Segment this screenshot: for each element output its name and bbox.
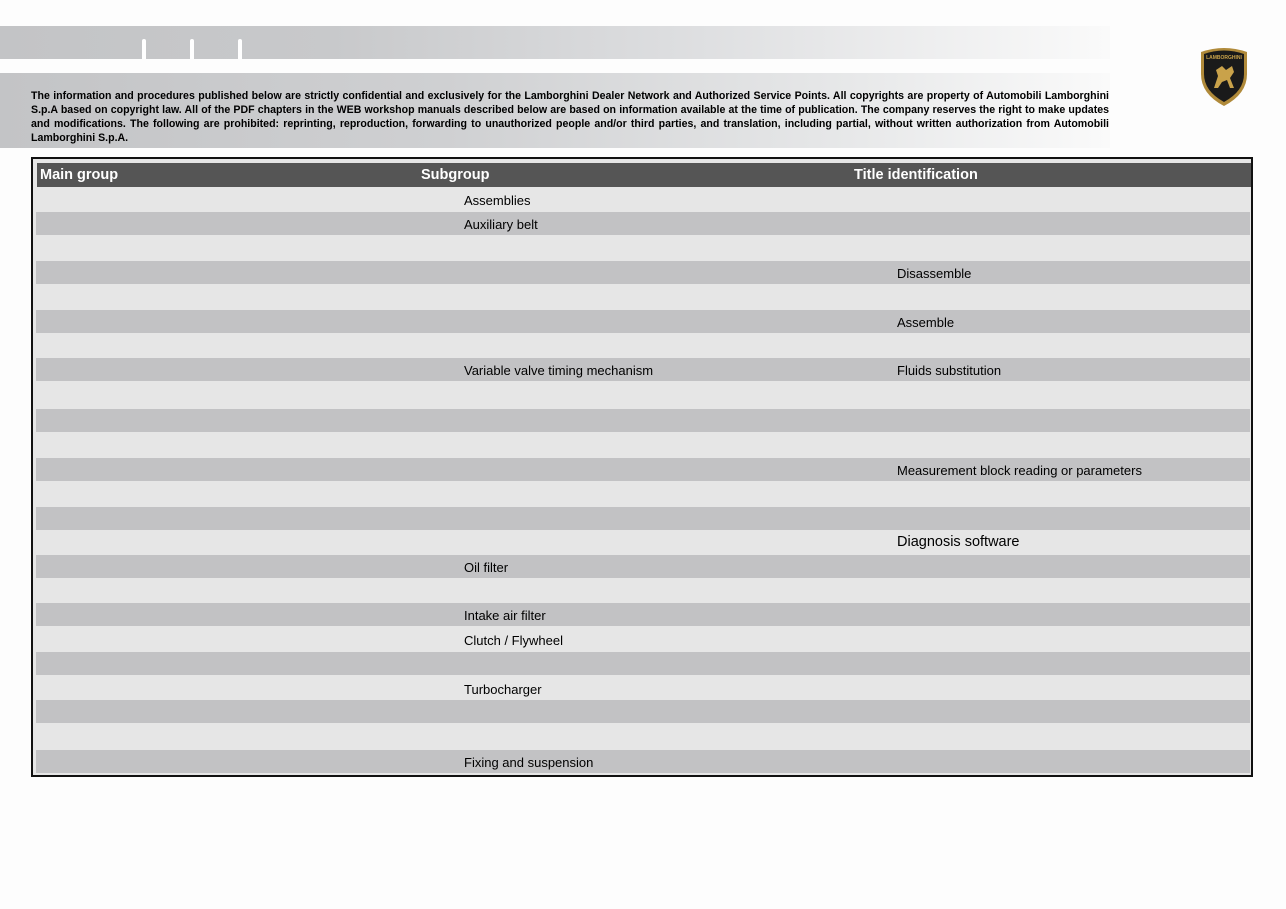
subgroup-cell[interactable]: Variable valve timing mechanism bbox=[464, 363, 654, 378]
title-cell[interactable]: Fluids substitution bbox=[897, 363, 1002, 378]
confidentiality-banner bbox=[0, 73, 1110, 148]
header-main-group: Main group bbox=[40, 167, 119, 183]
title-cell[interactable]: Assemble bbox=[897, 315, 955, 330]
table-row bbox=[36, 433, 1250, 456]
table-row bbox=[36, 261, 1250, 284]
header-tick bbox=[238, 39, 242, 59]
table-header bbox=[37, 163, 1251, 187]
table-row bbox=[36, 628, 1250, 651]
subgroup-cell[interactable]: Assemblies bbox=[464, 193, 531, 208]
table-row bbox=[36, 458, 1250, 481]
header-subgroup: Subgroup bbox=[421, 167, 490, 183]
table-row bbox=[36, 310, 1250, 333]
header-tick bbox=[142, 39, 146, 59]
table-row bbox=[36, 750, 1250, 773]
table-row bbox=[36, 507, 1250, 530]
header-tick bbox=[190, 39, 194, 59]
subgroup-cell[interactable]: Clutch / Flywheel bbox=[464, 633, 563, 648]
table-row bbox=[36, 237, 1250, 260]
title-cell[interactable]: Diagnosis software bbox=[897, 534, 1020, 550]
table-row bbox=[36, 358, 1250, 381]
table-row bbox=[36, 531, 1250, 554]
table-row bbox=[36, 482, 1250, 505]
table-row bbox=[36, 188, 1250, 211]
table-row bbox=[36, 700, 1250, 723]
table-row bbox=[36, 652, 1250, 675]
title-cell[interactable]: Measurement block reading or parameters bbox=[897, 463, 1142, 478]
header-title-identification: Title identification bbox=[854, 167, 978, 183]
table-row bbox=[36, 334, 1250, 357]
table-row bbox=[36, 725, 1250, 748]
logo-lettering: LAMBORGHINI bbox=[1206, 55, 1242, 61]
header-bar bbox=[0, 26, 1110, 59]
table-row bbox=[36, 603, 1250, 626]
index-table bbox=[31, 157, 1253, 777]
subgroup-cell[interactable]: Intake air filter bbox=[464, 608, 546, 623]
table-row bbox=[36, 286, 1250, 309]
table-row bbox=[36, 409, 1250, 432]
lamborghini-logo-icon bbox=[1196, 44, 1252, 108]
confidentiality-notice: The information and procedures published below are strictly confidential and exclusively for the Lamborghini Dealer Network and Authorized Service Points. All copyrights are property of Automobili Lamborghini S.p.A based on copyright law. All of the PDF chapters in the WEB workshop manuals described below are based on information available at the time of publication. The company reserves the right to make updates and modifications. The following are prohibited: reprinting, reproduction, forwarding to unauthorized people and/or third parties, and translation, including partial, without written authorization from Automobili Lamborghini S.p.A. bbox=[31, 90, 1109, 144]
title-cell[interactable]: Disassemble bbox=[897, 266, 972, 281]
subgroup-cell[interactable]: Auxiliary belt bbox=[464, 217, 538, 232]
subgroup-cell[interactable]: Fixing and suspension bbox=[464, 755, 594, 770]
table-row bbox=[36, 677, 1250, 700]
table-row bbox=[36, 579, 1250, 602]
subgroup-cell[interactable]: Turbocharger bbox=[464, 682, 542, 697]
table-row bbox=[36, 555, 1250, 578]
table-row bbox=[36, 384, 1250, 407]
subgroup-cell[interactable]: Oil filter bbox=[464, 560, 509, 575]
table-row bbox=[36, 212, 1250, 235]
